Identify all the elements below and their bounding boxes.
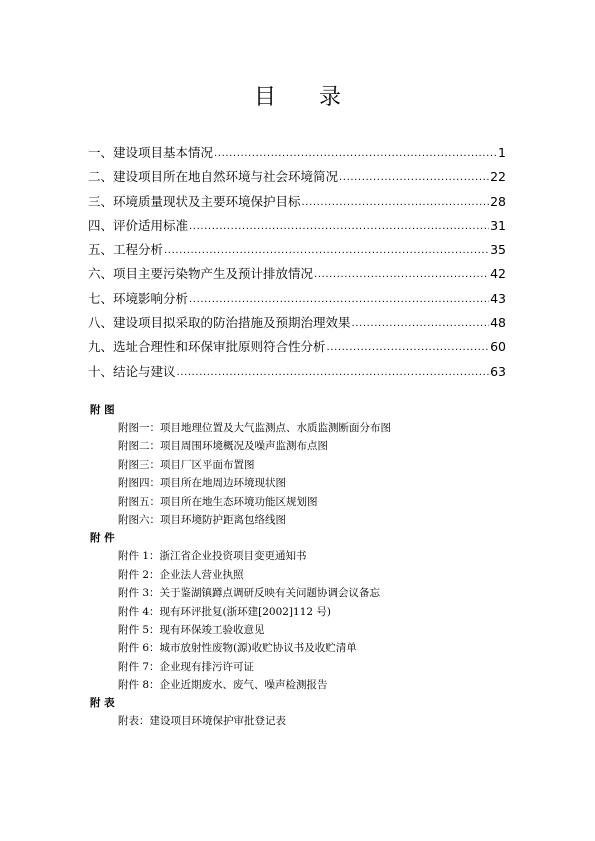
- figure-item: 附图三：项目厂区平面布置图: [118, 458, 255, 471]
- toc-entry-label: 一、建设项目基本情况: [88, 145, 214, 160]
- toc-entry-label: 二、建设项目所在地自然环境与社会环境简况: [88, 169, 339, 185]
- toc-leader-dots: [177, 363, 490, 376]
- toc-entry: [88, 216, 506, 240]
- attachment-item: 附件 7：企业现有排污许可证: [118, 660, 255, 673]
- toc-leader-dots: [164, 242, 489, 255]
- toc-entry: [88, 313, 506, 337]
- toc-entry: [88, 289, 506, 313]
- figure-item: 附图二：项目周围环境概况及噪声监测布点图: [118, 440, 328, 453]
- toc-entry-label: 八、建设项目拟采取的防治措施及预期治理效果: [88, 315, 351, 331]
- toc-entry-page: 42: [490, 266, 506, 282]
- toc-entry-label: 九、选址合理性和环保审批原则符合性分析: [88, 339, 326, 355]
- attachment-item: 附件 4：现有环评批复(浙环建[2002]112 号): [118, 605, 332, 618]
- toc-entry: [88, 264, 506, 288]
- toc-leader-dots: [189, 217, 489, 230]
- toc-entry-page: 28: [490, 193, 506, 209]
- toc-entry: [88, 143, 506, 167]
- toc-leader-dots: [327, 339, 490, 352]
- page-title: 目 录: [254, 85, 359, 110]
- tables-heading: 附 表: [90, 697, 115, 710]
- toc-entry: [88, 337, 506, 361]
- toc-entry-page: 1: [498, 145, 506, 160]
- table-item: 附表：建设项目环境保护审批登记表: [118, 715, 286, 728]
- toc-entry-page: 48: [490, 315, 506, 331]
- toc-entry-page: 60: [490, 339, 506, 355]
- toc-entry-label: 六、项目主要污染物产生及预计排放情况: [88, 266, 314, 282]
- attachment-item: 附件 6：城市放射性废物(源)收贮协议书及收贮清单: [118, 642, 357, 655]
- toc-leader-dots: [339, 169, 489, 182]
- attachment-item: 附件 5：现有环保竣工验收意见: [118, 623, 265, 636]
- toc-entry: [88, 240, 506, 264]
- toc-leader-dots: [314, 266, 489, 279]
- toc-entry: [88, 362, 506, 386]
- figure-item: 附图四：项目所在地周边环境现状图: [118, 477, 286, 490]
- toc-entry: [88, 167, 506, 191]
- figure-item: 附图一：项目地理位置及大气监测点、水质监测断面分布图: [118, 422, 391, 434]
- figures-heading: 附 图: [90, 404, 115, 416]
- toc-entry-page: 35: [490, 242, 506, 258]
- toc-entry-page: 43: [490, 290, 506, 306]
- attachments-heading: 附 件: [90, 532, 115, 545]
- toc-entry-label: 五、工程分析: [88, 242, 164, 258]
- attachment-item: 附件 2：企业法人营业执照: [118, 568, 244, 581]
- toc-leader-dots: [352, 315, 490, 328]
- toc-leader-dots: [214, 145, 497, 158]
- toc-leader-dots: [302, 193, 490, 206]
- toc-entry-label: 三、环境质量现状及主要环境保护目标: [88, 193, 301, 209]
- toc-entry-page: 63: [490, 363, 506, 379]
- toc-entry-page: 31: [490, 217, 506, 233]
- attachment-item: 附件 1：浙江省企业投资项目变更通知书: [118, 550, 307, 563]
- attachment-item: 附件 3：关于鉴湖镇蹲点调研反映有关问题协调会议备忘: [118, 587, 381, 600]
- toc-leader-dots: [189, 290, 489, 303]
- appendix-list: [90, 401, 510, 731]
- toc-entry-label: 七、环境影响分析: [88, 290, 189, 306]
- toc-entry-page: 22: [490, 169, 506, 185]
- toc-entry: [88, 192, 506, 216]
- figure-item: 附图五：项目所在地生态环境功能区规划图: [118, 495, 318, 508]
- toc-entry-label: 四、评价适用标准: [88, 217, 189, 233]
- attachment-item: 附件 8：企业近期废水、废气、噪声检测报告: [118, 679, 328, 692]
- toc-entry-label: 十、结论与建议: [88, 363, 176, 379]
- table-of-contents: [88, 143, 506, 386]
- figure-item: 附图六：项目环境防护距离包络线图: [118, 513, 286, 526]
